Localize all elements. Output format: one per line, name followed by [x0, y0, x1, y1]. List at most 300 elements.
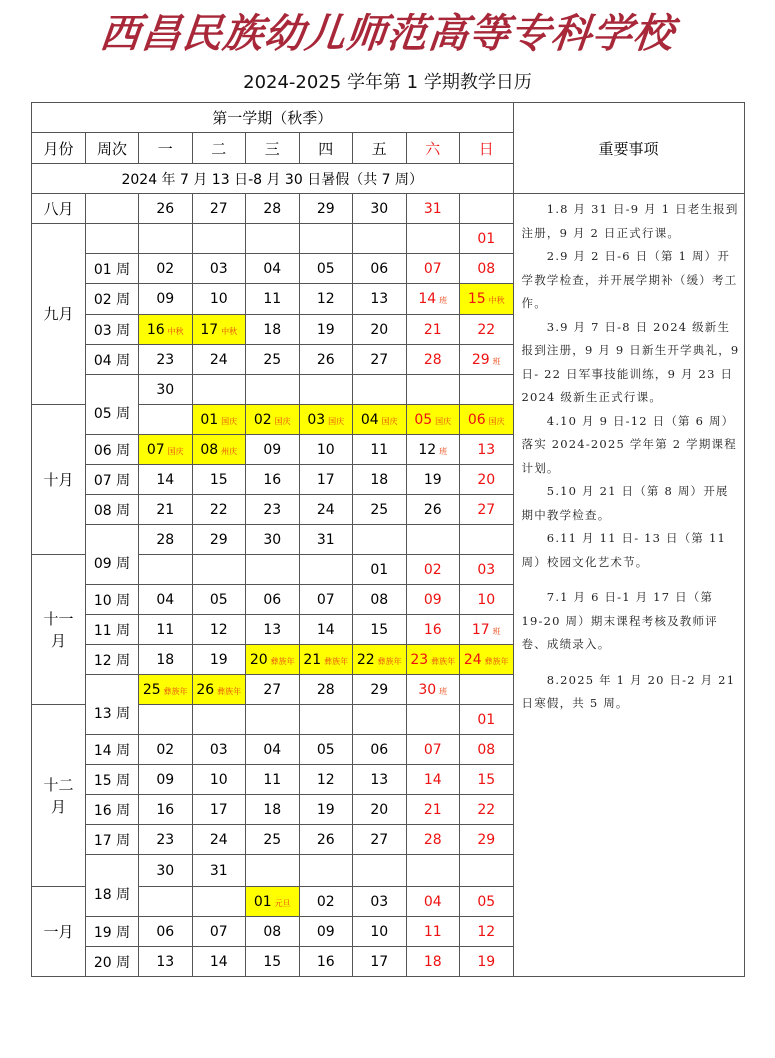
day-number: 09 — [263, 441, 282, 458]
day-cell — [299, 405, 353, 435]
day-number: 15 — [467, 291, 486, 307]
day-number: 01 — [253, 893, 272, 910]
day-cell — [192, 405, 246, 435]
day-number: 17 — [209, 801, 228, 818]
semester-header: 第一学期（秋季） — [32, 103, 514, 133]
day-cell — [299, 254, 353, 284]
month-label: 十二月 — [43, 775, 74, 816]
day-cell — [299, 825, 353, 855]
holiday-tag: 班 — [439, 446, 448, 456]
day-cell — [406, 284, 460, 315]
day-cell — [460, 735, 514, 765]
day-number: 08 — [477, 741, 496, 758]
day-number: 14 — [423, 771, 442, 788]
day-number: 12 — [418, 441, 437, 458]
day-number: 14 — [156, 471, 175, 488]
day-number: 18 — [263, 321, 282, 338]
day-cell — [192, 224, 246, 254]
day-number: 23 — [156, 351, 175, 368]
week-label: 02 周 — [86, 284, 139, 315]
day-number: 19 — [477, 953, 496, 970]
day-cell — [192, 375, 246, 405]
day-cell — [139, 435, 193, 465]
month-label: 八月 — [43, 199, 74, 218]
day-number: 11 — [156, 621, 175, 638]
week-label: 19 周 — [86, 917, 139, 947]
day-number: 19 — [209, 651, 228, 668]
day-cell — [246, 645, 300, 675]
day-cell — [246, 947, 300, 977]
day-cell — [139, 254, 193, 284]
day-cell — [192, 645, 246, 675]
day-cell — [192, 194, 246, 224]
day-number: 08 — [370, 591, 389, 608]
day-cell — [460, 465, 514, 495]
day-cell — [353, 345, 407, 375]
day-number: 14 — [418, 291, 437, 307]
day-number: 01 — [477, 711, 496, 728]
column-header-thu: 四 — [299, 133, 353, 164]
holiday-tag: 中秋 — [167, 326, 184, 336]
holiday-tag: 国庆 — [221, 416, 238, 426]
day-number: 12 — [316, 771, 335, 788]
week-label: 03 周 — [86, 315, 139, 345]
day-cell — [353, 405, 407, 435]
day-cell — [353, 887, 407, 917]
day-number: 04 — [156, 591, 175, 608]
day-cell — [353, 555, 407, 585]
day-number: 04 — [263, 741, 282, 758]
day-cell — [192, 705, 246, 735]
day-number: 23 — [156, 831, 175, 848]
holiday-tag: 国庆 — [435, 416, 452, 426]
day-cell — [406, 495, 460, 525]
week-label: 08 周 — [86, 495, 139, 525]
day-cell — [299, 224, 353, 254]
day-cell — [299, 194, 353, 224]
day-cell — [139, 585, 193, 615]
day-cell — [139, 855, 193, 887]
day-cell — [139, 825, 193, 855]
day-cell — [460, 855, 514, 887]
day-number: 11 — [423, 923, 442, 940]
day-cell — [246, 254, 300, 284]
day-number: 26 — [156, 200, 175, 217]
day-cell — [192, 555, 246, 585]
day-number: 04 — [360, 411, 379, 428]
day-cell — [299, 345, 353, 375]
day-cell — [139, 795, 193, 825]
day-cell — [460, 555, 514, 585]
day-number: 02 — [423, 561, 442, 578]
day-number: 31 — [423, 200, 442, 217]
day-number: 15 — [263, 953, 282, 970]
day-cell — [460, 765, 514, 795]
day-number: 07 — [423, 260, 442, 277]
week-label: 05 周 — [86, 375, 139, 435]
day-cell — [192, 675, 246, 705]
day-cell — [353, 645, 407, 675]
day-cell — [192, 284, 246, 315]
day-cell — [353, 947, 407, 977]
day-cell — [460, 917, 514, 947]
day-cell — [139, 194, 193, 224]
month-cell — [32, 887, 86, 977]
day-cell — [246, 917, 300, 947]
day-number: 21 — [423, 801, 442, 818]
day-number: 20 — [370, 321, 389, 338]
day-cell — [246, 375, 300, 405]
week-label: 07 周 — [86, 465, 139, 495]
day-cell — [139, 315, 193, 345]
day-number: 13 — [370, 291, 389, 307]
day-number: 04 — [423, 893, 442, 910]
day-cell — [299, 917, 353, 947]
day-cell — [406, 405, 460, 435]
day-cell — [299, 615, 353, 645]
week-label: 18 周 — [86, 855, 139, 917]
holiday-tag: 国庆 — [274, 416, 291, 426]
day-number: 21 — [423, 321, 442, 338]
day-cell — [299, 645, 353, 675]
day-number: 04 — [263, 260, 282, 277]
day-number: 15 — [477, 771, 496, 788]
day-number: 10 — [316, 441, 335, 458]
day-cell — [460, 224, 514, 254]
day-number: 30 — [156, 381, 175, 398]
day-cell — [192, 254, 246, 284]
day-number: 29 — [370, 681, 389, 698]
day-number: 09 — [156, 771, 175, 788]
day-number: 19 — [423, 471, 442, 488]
day-cell — [299, 705, 353, 735]
day-cell — [406, 947, 460, 977]
day-number: 26 — [196, 681, 215, 698]
day-number: 07 — [316, 591, 335, 608]
day-number: 05 — [414, 411, 433, 428]
day-number: 13 — [263, 621, 282, 638]
day-cell — [406, 555, 460, 585]
day-cell — [299, 887, 353, 917]
day-cell — [246, 585, 300, 615]
week-label: 04 周 — [86, 345, 139, 375]
note-item: 6.11 月 11 日- 13 日（第 11 周）校园文化艺术节。 — [521, 531, 727, 569]
note-item: 1.8 月 31 日-9 月 1 日老生报到注册，9 月 2 日正式行课。 — [521, 202, 739, 240]
day-cell — [192, 345, 246, 375]
day-cell — [192, 765, 246, 795]
day-cell — [460, 615, 514, 645]
day-cell — [406, 825, 460, 855]
day-cell — [460, 947, 514, 977]
day-cell — [460, 887, 514, 917]
day-cell — [406, 194, 460, 224]
day-number: 29 — [477, 831, 496, 848]
month-cell — [32, 705, 86, 887]
day-cell — [246, 555, 300, 585]
day-cell — [299, 375, 353, 405]
month-label: 十月 — [43, 470, 74, 489]
day-cell — [353, 525, 407, 555]
holiday-tag: 彝族年 — [163, 686, 188, 696]
day-number: 02 — [156, 260, 175, 277]
day-number: 13 — [370, 771, 389, 788]
column-header-wed: 三 — [246, 133, 300, 164]
day-number: 21 — [303, 651, 322, 668]
day-cell — [460, 825, 514, 855]
week-label: 20 周 — [86, 947, 139, 977]
day-number: 16 — [146, 321, 165, 338]
day-cell — [192, 585, 246, 615]
day-number: 18 — [263, 801, 282, 818]
day-cell — [139, 887, 193, 917]
day-cell — [406, 224, 460, 254]
day-number: 28 — [423, 831, 442, 848]
day-cell — [246, 284, 300, 315]
day-cell — [139, 375, 193, 405]
day-number: 06 — [467, 411, 486, 428]
day-cell — [139, 465, 193, 495]
note-item: 2.9 月 2 日-6 日（第 1 周）开学教学检查，并开展学期补（缓）考工作。 — [521, 249, 738, 310]
day-number: 30 — [156, 862, 175, 879]
day-number: 09 — [156, 291, 175, 307]
day-cell — [299, 315, 353, 345]
day-number: 07 — [209, 923, 228, 940]
day-number: 17 — [200, 321, 219, 338]
week-label: 17 周 — [86, 825, 139, 855]
day-cell — [192, 887, 246, 917]
notes-header: 重要事项 — [513, 103, 744, 194]
day-number: 13 — [156, 953, 175, 970]
day-number: 24 — [463, 651, 482, 668]
day-cell — [246, 765, 300, 795]
day-number: 02 — [156, 741, 175, 758]
month-label: 十一月 — [43, 609, 74, 650]
day-cell — [353, 765, 407, 795]
day-cell — [246, 825, 300, 855]
day-cell — [192, 825, 246, 855]
day-cell — [299, 525, 353, 555]
day-cell — [353, 495, 407, 525]
day-number: 26 — [316, 831, 335, 848]
day-cell — [299, 585, 353, 615]
day-cell — [406, 705, 460, 735]
day-cell — [406, 375, 460, 405]
day-number: 28 — [263, 200, 282, 217]
note-item: 7.1 月 6 日-1 月 17 日（第 19-20 周）期末课程考核及教师评卷、成绩录入。 — [521, 590, 718, 651]
day-cell — [192, 315, 246, 345]
day-cell — [460, 345, 514, 375]
day-cell — [139, 615, 193, 645]
day-number: 09 — [423, 591, 442, 608]
holiday-tag: 班 — [439, 686, 448, 696]
teaching-calendar-table — [31, 102, 745, 977]
day-cell — [460, 405, 514, 435]
holiday-tag: 班 — [492, 356, 501, 366]
day-number: 18 — [423, 953, 442, 970]
day-number: 10 — [477, 591, 496, 608]
day-number: 17 — [471, 621, 490, 638]
day-cell — [192, 795, 246, 825]
day-number: 18 — [370, 471, 389, 488]
day-cell — [406, 675, 460, 705]
holiday-tag: 元旦 — [274, 898, 291, 908]
day-cell — [406, 315, 460, 345]
week-label: 13 周 — [86, 675, 139, 735]
day-number: 27 — [370, 831, 389, 848]
day-number: 05 — [209, 591, 228, 608]
holiday-tag: 国庆 — [381, 416, 398, 426]
day-cell — [353, 194, 407, 224]
day-number: 29 — [471, 351, 490, 368]
day-cell — [299, 947, 353, 977]
day-number: 30 — [370, 200, 389, 217]
note-item: 4.10 月 9 日-12 日（第 6 周）落实 2024-2025 学年第 2 学期课程计划。 — [521, 413, 737, 475]
note-item: 3.9 月 7 日-8 日 2024 级新生报到注册，9 月 9 日新生开学典礼，9 日- 22 日军事技能训练，9 月 23 日 2024 级新生正式行课。 — [521, 319, 740, 404]
day-cell — [299, 495, 353, 525]
day-number: 03 — [209, 260, 228, 277]
day-cell — [246, 675, 300, 705]
day-number: 11 — [263, 771, 282, 788]
day-cell — [406, 254, 460, 284]
day-number: 01 — [200, 411, 219, 428]
day-cell — [246, 525, 300, 555]
day-number: 16 — [263, 471, 282, 488]
day-cell — [299, 795, 353, 825]
week-label: 10 周 — [86, 585, 139, 615]
day-cell — [192, 917, 246, 947]
day-cell — [460, 284, 514, 315]
holiday-tag: 国庆 — [488, 416, 505, 426]
day-number: 25 — [142, 681, 161, 698]
day-number: 16 — [423, 621, 442, 638]
week-label: 09 周 — [86, 525, 139, 585]
day-cell — [353, 375, 407, 405]
day-number: 31 — [316, 531, 335, 548]
day-cell — [406, 465, 460, 495]
day-number: 27 — [477, 501, 496, 518]
day-cell — [246, 194, 300, 224]
day-number: 07 — [423, 741, 442, 758]
day-number: 09 — [316, 923, 335, 940]
day-number: 17 — [370, 953, 389, 970]
document-title: 2024-2025 学年第 1 学期教学日历 — [243, 72, 532, 93]
day-cell — [353, 254, 407, 284]
day-number: 12 — [316, 291, 335, 307]
day-cell — [246, 315, 300, 345]
holiday-tag: 彝族年 — [270, 656, 295, 666]
summer-break-row: 2024 年 7 月 13 日-8 月 30 日暑假（共 7 周） — [32, 164, 514, 194]
day-cell — [406, 795, 460, 825]
day-cell — [353, 615, 407, 645]
day-cell — [139, 405, 193, 435]
week-label: 14 周 — [86, 735, 139, 765]
day-number: 28 — [156, 531, 175, 548]
day-number: 18 — [156, 651, 175, 668]
day-number: 14 — [209, 953, 228, 970]
day-number: 22 — [356, 651, 375, 668]
day-cell — [353, 675, 407, 705]
day-number: 06 — [263, 591, 282, 608]
holiday-tag: 州庆 — [221, 446, 238, 456]
holiday-tag: 彝族年 — [217, 686, 242, 696]
day-number: 26 — [423, 501, 442, 518]
day-cell — [406, 645, 460, 675]
day-cell — [139, 645, 193, 675]
day-cell — [353, 435, 407, 465]
day-cell — [460, 645, 514, 675]
day-cell — [406, 765, 460, 795]
day-number: 29 — [316, 200, 335, 217]
day-cell — [353, 705, 407, 735]
holiday-tag: 班 — [492, 626, 501, 636]
day-number: 16 — [156, 801, 175, 818]
day-cell — [406, 345, 460, 375]
day-cell — [246, 705, 300, 735]
day-number: 28 — [423, 351, 442, 368]
column-header-tue: 二 — [192, 133, 246, 164]
day-cell — [460, 585, 514, 615]
column-header-fri: 五 — [353, 133, 407, 164]
day-number: 05 — [316, 260, 335, 277]
day-cell — [460, 435, 514, 465]
day-number: 10 — [209, 771, 228, 788]
day-number: 01 — [370, 561, 389, 578]
day-cell — [460, 254, 514, 284]
day-cell — [299, 735, 353, 765]
day-number: 30 — [418, 681, 437, 698]
day-number: 27 — [370, 351, 389, 368]
day-number: 01 — [477, 230, 496, 247]
day-cell — [353, 917, 407, 947]
day-cell — [192, 855, 246, 887]
holiday-tag: 彝族年 — [431, 656, 456, 666]
day-cell — [139, 525, 193, 555]
day-number: 10 — [209, 291, 228, 307]
day-cell — [353, 795, 407, 825]
day-number: 24 — [316, 501, 335, 518]
month-cell — [32, 555, 86, 705]
week-label: 06 周 — [86, 435, 139, 465]
day-cell — [246, 855, 300, 887]
day-number: 15 — [209, 471, 228, 488]
day-number: 22 — [477, 321, 496, 338]
day-cell — [139, 495, 193, 525]
day-cell — [139, 284, 193, 315]
day-cell — [406, 887, 460, 917]
day-cell — [139, 705, 193, 735]
day-cell — [299, 765, 353, 795]
day-cell — [353, 465, 407, 495]
day-number: 26 — [316, 351, 335, 368]
day-number: 13 — [477, 441, 496, 458]
day-number: 12 — [477, 923, 496, 940]
column-header-sun: 日 — [460, 133, 514, 164]
day-number: 11 — [263, 291, 282, 307]
day-cell — [246, 405, 300, 435]
day-cell — [460, 495, 514, 525]
day-cell — [406, 855, 460, 887]
day-number: 25 — [263, 351, 282, 368]
day-number: 06 — [156, 923, 175, 940]
day-cell — [406, 435, 460, 465]
day-number: 22 — [477, 801, 496, 818]
month-cell — [32, 224, 86, 405]
day-cell — [246, 735, 300, 765]
day-cell — [139, 555, 193, 585]
day-number: 07 — [146, 441, 165, 458]
day-cell — [353, 315, 407, 345]
week-label — [86, 224, 139, 254]
